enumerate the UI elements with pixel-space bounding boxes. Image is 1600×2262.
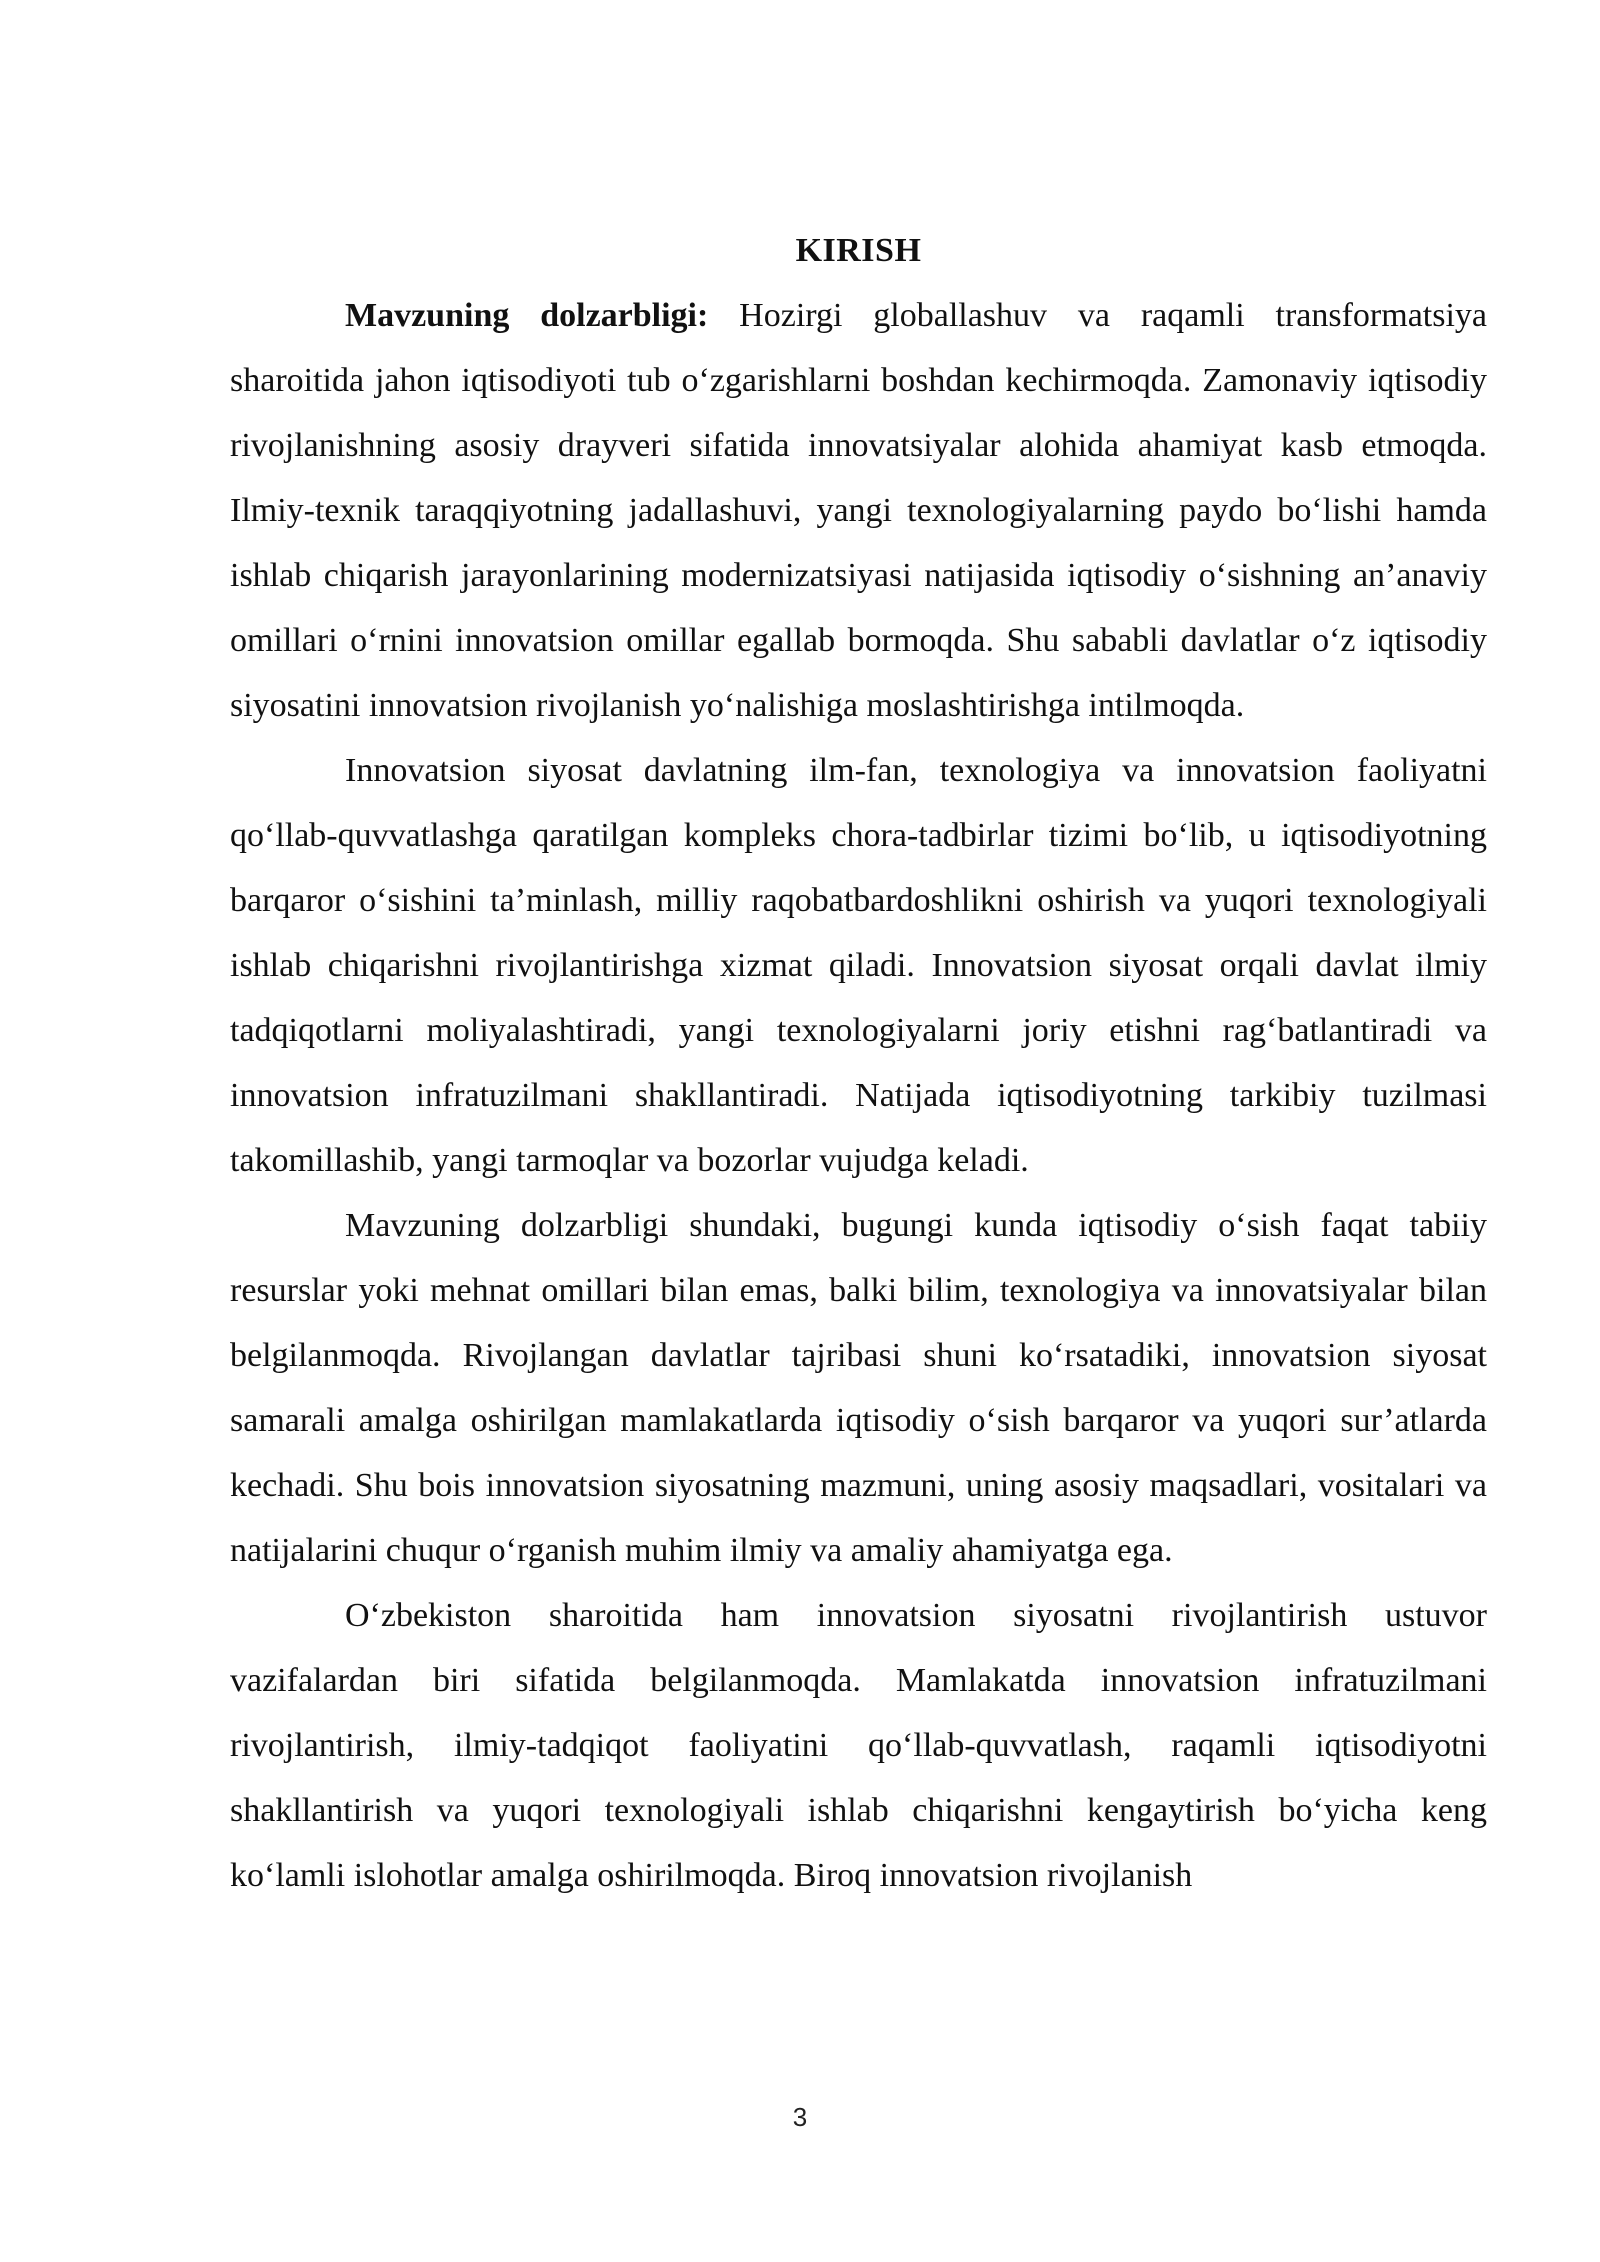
paragraph-innovation-policy <box>230 738 1487 1193</box>
page-content <box>230 218 1487 1908</box>
paragraph-lead-label: Mavzuning dolzarbligi: <box>345 297 709 334</box>
paragraph-text: O‘zbekiston sharoitida ham innovatsion siyosatni rivojlantirish ustuvor vazifalardan biri sifatida belgilanmoqda. Mamlakatda innovatsion infratuzilmani rivojlantirish, ilmiy-tadqiqot faoliyatini qo‘llab-quvvatlash, raqamli iqtisodiyotni shakllantirish va yuqori texnologiyali ishlab chiqarishni kengaytirish bo‘yicha keng ko‘lamli islohotlar amalga oshirilmoqda. Biroq innovatsion rivojlanish <box>230 1597 1487 1894</box>
paragraph-text: Innovatsion siyosat davlatning ilm-fan, texnologiya va innovatsion faoliyatni qo‘llab-quvvatlashga qaratilgan kompleks chora-tadbirlar tizimi bo‘lib, u iqtisodiyotning barqaror o‘sishini ta’minlash, milliy raqobatbardoshlikni oshirish va yuqori texnologiyali ishlab chiqarishni rivojlantirishga xizmat qiladi. Innovatsion siyosat orqali davlat ilmiy tadqiqotlarni moliyalashtiradi, yangi texnologiyalarni joriy etishni rag‘batlantiradi va innovatsion infratuzilmani shakllantiradi. Natijada iqtisodiyotning tarkibiy tuzilmasi takomillashib, yangi tarmoqlar va bozorlar vujudga keladi. <box>230 752 1487 1179</box>
paragraph-text: Mavzuning dolzarbligi shundaki, bugungi kunda iqtisodiy o‘sish faqat tabiiy resurslar yoki mehnat omillari bilan emas, balki bilim, texnologiya va innovatsiyalar bilan belgilanmoqda. Rivojlangan davlatlar tajribasi shuni ko‘rsatadiki, innovatsion siyosat samarali amalga oshirilgan mamlakatlarda iqtisodiy o‘sish barqaror va yuqori sur’atlarda kechadi. Shu bois innovatsion siyosatning mazmuni, uning asosiy maqsadlari, vositalari va natijalarini chuqur o‘rganish muhim ilmiy va amaliy ahamiyatga ega. <box>230 1207 1487 1569</box>
page-number: 3 <box>792 2102 808 2132</box>
paragraph-topic-relevance <box>230 1193 1487 1583</box>
paragraph-relevance <box>230 283 1487 738</box>
section-heading: KIRISH <box>795 232 922 269</box>
paragraph-uzbekistan <box>230 1583 1487 1908</box>
paragraph-text: Hozirgi globallashuv va raqamli transformatsiya sharoitida jahon iqtisodiyoti tub o‘zgarishlarni boshdan kechirmoqda. Zamonaviy iqtisodiy rivojlanishning asosiy drayveri sifatida innovatsiyalar alohida ahamiyat kasb etmoqda. Ilmiy-texnik taraqqiyotning jadallashuvi, yangi texnologiyalarning paydo bo‘lishi hamda ishlab chiqarish jarayonlarining modernizatsiyasi natijasida iqtisodiy o‘sishning an’anaviy omillari o‘rnini innovatsion omillar egallab bormoqda. Shu sababli davlatlar o‘z iqtisodiy siyosatini innovatsion rivojlanish yo‘nalishiga moslashtirishga intilmoqda. <box>230 297 1488 724</box>
